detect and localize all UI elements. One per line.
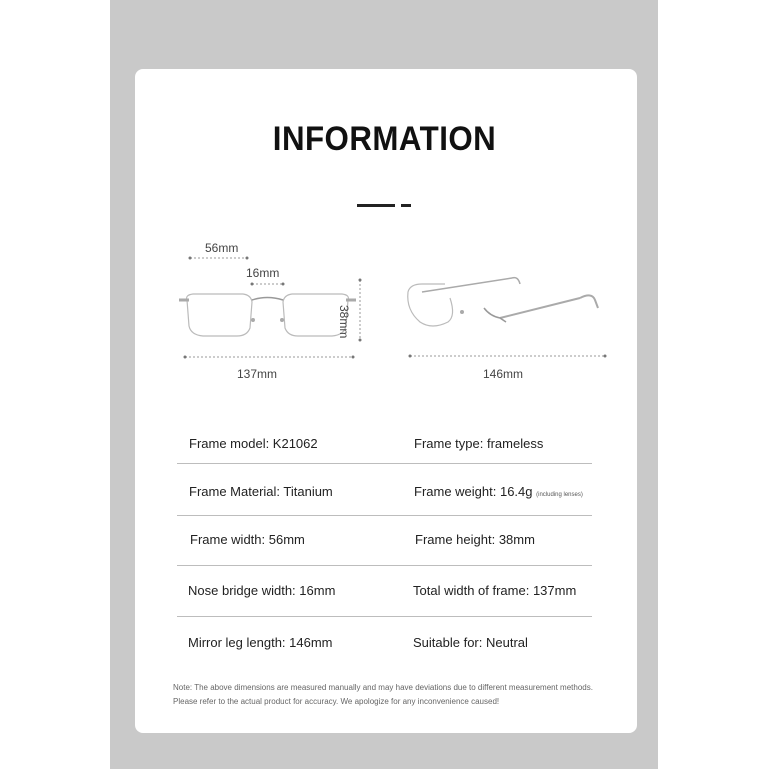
spec-total-width: Total width of frame: 137mm [413,583,577,598]
bridge-width-label: 16mm [246,266,280,280]
info-card [135,69,637,733]
spec-frame-weight [414,484,583,499]
total-width-label: 137mm [237,367,278,381]
row-divider [177,616,592,617]
page-title: INFORMATION [272,120,497,158]
spec-frame-width: Frame width: 56mm [190,532,305,547]
note-line-1: Note: The above dimensions are measured manually and may have deviations due to different measurement methods. [173,683,593,692]
title-divider [357,204,395,207]
row-divider [177,565,592,566]
spec-frame-material: Frame Material: Titanium [189,484,333,499]
spec-mirror-leg-length: Mirror leg length: 146mm [188,635,333,650]
note-line-2: Please refer to the actual product for accuracy. We apologize for any inconvenience caused! [173,697,500,706]
row-divider [177,515,592,516]
lens-width-label: 56mm [205,241,239,255]
title-divider-dot [401,204,411,207]
spec-frame-model: Frame model: K21062 [189,436,318,451]
spec-frame-weight-note: (including lenses) [536,492,583,498]
side-view-diagram [400,270,615,370]
spec-frame-height: Frame height: 38mm [415,532,535,547]
spec-frame-weight-label: Frame weight: 16.4g [414,484,533,499]
spec-frame-type: Frame type: frameless [414,436,544,451]
temple-length-label: 146mm [483,367,524,381]
lens-height-label: 38mm [337,305,351,339]
spec-nose-bridge-width: Nose bridge width: 16mm [188,583,336,598]
row-divider [177,463,592,464]
spec-suitable-for: Suitable for: Neutral [413,635,528,650]
